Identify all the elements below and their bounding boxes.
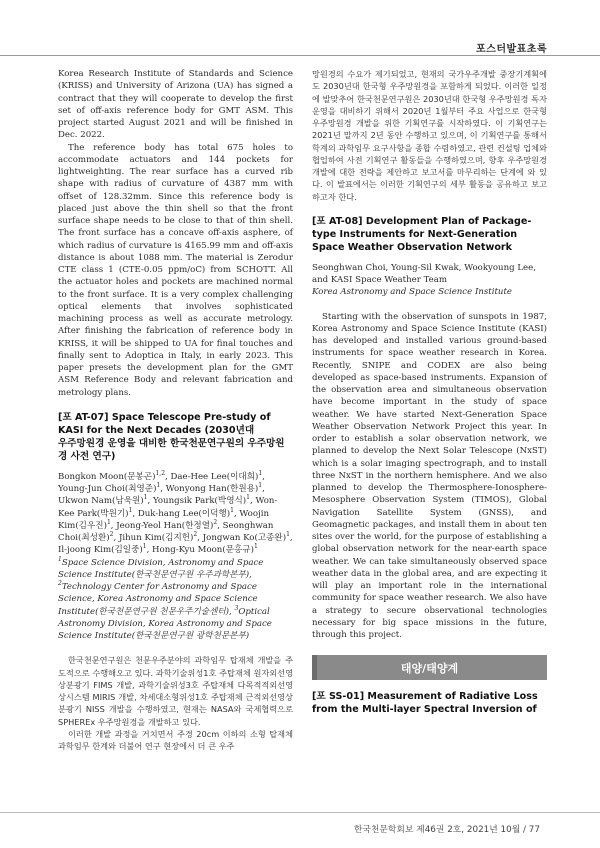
abstract-at06-para1: Korea Research Institute of Standards and Science (KRISS) and University of Arizona (UA) has signed a contract that they will cooperate to develop the first set of off-axis reference body for GMT ASM. This project started August 2021 and will be finished in Dec. 2022. xyxy=(58,69,293,141)
author-affiliation-mark: 1 xyxy=(128,506,133,514)
abstract-at08-title: [포 AT-08] Development Plan of Package-type Instruments for Next-Generation Space Weather Observation Network xyxy=(312,215,532,253)
right-column xyxy=(312,68,547,716)
author-name: , Jongwan Ko(고종완) xyxy=(197,533,287,543)
author-name: , Jeong-Yeol Han(한정열) xyxy=(110,520,214,531)
author-name: , Ukwon Nam(남욱원) xyxy=(58,484,265,507)
abstract-at06-para2: The reference body has total 675 holes to accommodate actuators and 144 pockets for lightweighting. The rear surface has a curved rib shape with radius of curvature of 4387 mm with offset of 128.32mm. Since this reference body is placed just above the thin shell so that the front surface shape needs to be close to that of thin shell. The front surface has a concave off-axis asphere, of which radius of curvature is 4165.99 mm and off-axis distance is about 1088 mm. The material is Zerodur CTE class 1 (CTE-0.05 ppm/oC) from SCHOTT. All the actuator holes and pockets are machined normal to the front surface. It is a very complex challenging optical elements that involves sophisticated machining process as well as accurate metrology. After finishing the fabrication of reference body in KRISS, it will be shipped to UA for final touches and finally sent to Adoptica in Italy, in early 2023. This paper presets the development plan for the GMT ASM Reference Body and relevant fabrication and metrology plans. xyxy=(58,142,293,398)
author-name: , Wonyong Han(한원용) xyxy=(160,484,259,494)
author-name: , Duk-hang Lee(이덕행) xyxy=(132,508,231,519)
abstract-at07-body-1: 한국천문연구원은 천문우주분야의 과학임무 탑재체 개발을 주도적으로 수행해오고 있다. 과학기술위성1호 주탑재체 원자외선영상분광기 FIMS 개발, 과학기술위성3호 주탑재체 다목적적외선영상시스템 MIRIS 개발, 차세대소형위성1호 주탑재체 근적외선영상분광기 NISS 개발을 수행하였고, 현재는 NASA와 국제협력으로 SPHEREx 우주망원경을 개발하고 있다. xyxy=(58,655,293,727)
author-name: , Youngsik Park(박영식) xyxy=(147,496,247,507)
abstract-at07-title: [포 AT-07] Space Telescope Pre-study of KASI for the Next Decades (2030년대 우주망원경 운영을 대비한 한국천문연구원의 우주망원경 사전 연구) xyxy=(58,411,285,462)
author-name: , Won-Kee Park(박원기) xyxy=(58,496,278,519)
abstract-at08-authors: Seonghwan Choi, Young-Sil Kwak, Wookyoung Lee, and KASI Space Weather Team xyxy=(312,262,536,285)
abstract-at07-authors xyxy=(58,471,293,557)
author-affiliation-mark: 1 xyxy=(253,543,258,551)
author-name: , Il-joong Kim(김일중) xyxy=(58,533,293,556)
author-affiliation-mark: 1 xyxy=(258,469,263,477)
author-affiliation-mark: 1 xyxy=(142,543,147,551)
page-footer: 한국천문학회보 제46권 2호, 2021년 10월 / 77 xyxy=(353,825,540,835)
section-header-tag: 포스터발표초록 xyxy=(476,44,548,55)
abstract-ss01-title: [포 SS-01] Measurement of Radiative Loss from the Multi-layer Spectral Inversion of xyxy=(312,691,538,716)
author-affiliation-mark: 2 xyxy=(193,531,198,539)
abstract-at07-body-3: 망원경의 수요가 제기되었고, 현재의 국가우주개발 중장기계획에도 2030년대 한국형 우주망원경을 포함하게 되었다. 이러한 일정에 발맞추어 한국천문연구원은 2030년대 한국형 우주망원경 독자 운영을 대비하기 위해서 2020년 1월부터 주요 사업으로 한국형 우주망원경 개발을 위한 기획연구를 시작하였다. 이 기획연구는 2021년 말까지 2년 동안 수행하고 있으며, 이 기획연구를 통해서 학계의 과학임무 요구사항을 종합 수렴하였고, 관련 컨설팅 업체와 협업하여 사전 기획연구 활동들을 수행하였으며, 향후 우주망원경 개발에 대한 전략을 제안하고 보고서를 마무리하는 단계에 와 있다. 이 발표에서는 이러한 기획연구의 세부 활동을 공유하고 보고하고자 한다. xyxy=(312,69,547,202)
author-name: , Jihun Kim(김지헌) xyxy=(113,533,194,543)
left-column xyxy=(58,68,293,752)
header-divider xyxy=(0,55,600,56)
author-name: Bongkon Moon(문봉곤) xyxy=(58,471,156,482)
author-affiliation-mark: 1 xyxy=(143,494,148,502)
abstract-at08-body: Starting with the observation of sunspots in 1987, Korea Astronomy and Space Science Institute (KASI) has developed and installed various ground-based instruments for space weather research in Korea. Recently, SNIPE and CODEX are also being developed as space-based instruments. Expansion of the observation area and simultaneous observation have become important in the study of space weather. We have started Next-Generation Space Weather Observation Network Project this year. In order to establish a solar observation network, we planned to develop the Next Solar Telescope (NxST) which is a solar imaging spectrograph, and to install three NxST in the northern hemisphere. And we also planned to develop the Thermosphere-Ionosphere-Mesosphere Observation System (TIMOS), Global Navigation Satellite System (GNSS), and Geomagnetic packages, and install them in about ten sites over the world, for the purpose of establishing a global observation network for the near-earth space weather. We can take simultaneously observed space weather data in the global area, and are expecting it will play an important role in the international community for space weather research. We also have a strategy to secure observational technologies necessary for big space missions in the future, through this project. xyxy=(312,311,547,640)
abstract-at07-affiliations: $^1$Space Science Division, Astronomy and Space Science Institute(한국천문연구원 우주과학본부), $^2$Technology Center for Astronomy and Space Science, Korea Astronomy and Space Science Institute(한국천문연구원 천문우주기술센터), $^3$Optical Astronomy Division, Korea Astronomy and Space Science Institute(한국천문연구원 광학천문본부) xyxy=(58,555,272,641)
author-affiliation-mark: 1 xyxy=(230,506,234,514)
author-name: , Hong-Kyu Moon(문홍규) xyxy=(146,545,254,556)
author-affiliation-mark: 2 xyxy=(213,518,218,526)
author-affiliation-mark: 1 xyxy=(106,518,111,526)
abstract-at07-body-2: 이러한 개발 과정을 거치면서 주경 20cm 이하의 소형 탑재체 과학임무 한계와 더불어 연구 현장에서 더 큰 우주 xyxy=(58,728,293,751)
author-affiliation-mark: 1 xyxy=(156,482,161,490)
author-name: , Woojin Kim(김우진) xyxy=(58,508,269,531)
section-band-label: 태양/태양계 xyxy=(400,661,459,675)
author-affiliation-mark: 1 xyxy=(258,482,263,490)
footer-divider xyxy=(0,812,600,813)
author-affiliation-mark: 1,2 xyxy=(155,469,166,477)
author-affiliation-mark: 1 xyxy=(246,494,250,502)
author-affiliation-mark: 2 xyxy=(109,531,114,539)
author-name: , Young-Jun Choi(최영준) xyxy=(58,471,265,494)
section-band xyxy=(312,655,547,680)
author-affiliation-mark: 1 xyxy=(286,531,290,539)
author-name: , Seonghwan Choi(최성환) xyxy=(58,520,274,543)
abstract-at08-affiliation: Korea Astronomy and Space Science Institute xyxy=(312,287,513,298)
author-name: , Dae-Hee Lee(이대희) xyxy=(165,471,259,482)
